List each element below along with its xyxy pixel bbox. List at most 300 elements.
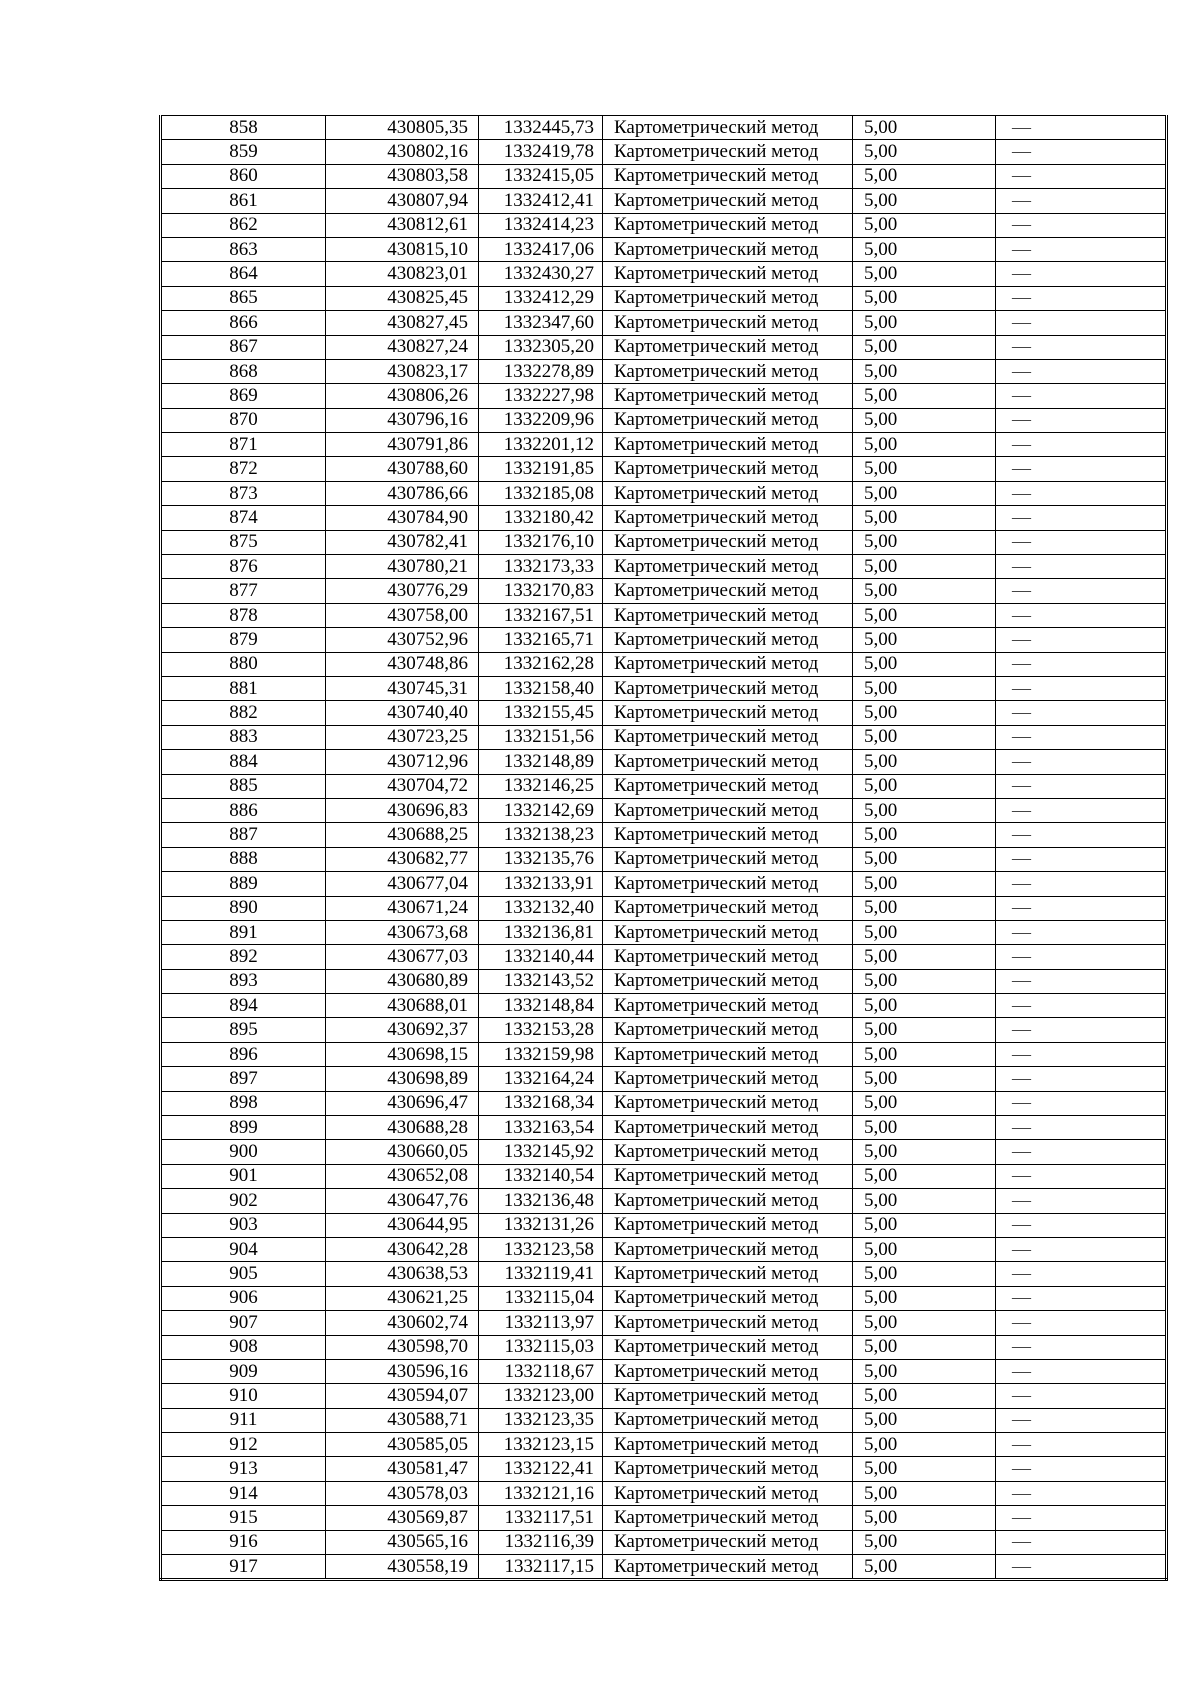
table-row: [161, 164, 1167, 188]
x-coordinate-cell: 430680,89: [326, 969, 479, 993]
point-number-cell: 895: [161, 1018, 326, 1042]
y-coordinate-cell: 1332132,40: [479, 896, 603, 920]
y-coordinate-cell: 1332115,03: [479, 1335, 603, 1359]
point-number-cell: 902: [161, 1189, 326, 1213]
accuracy-cell: 5,00: [853, 920, 996, 944]
y-coordinate-cell: 1332163,54: [479, 1116, 603, 1140]
point-number-cell: 901: [161, 1164, 326, 1188]
x-coordinate-cell: 430786,66: [326, 481, 479, 505]
point-number-cell: 879: [161, 628, 326, 652]
description-cell: —: [996, 555, 1167, 579]
description-cell: —: [996, 774, 1167, 798]
method-cell: Картометрический метод: [603, 1164, 853, 1188]
x-coordinate-cell: 430581,47: [326, 1457, 479, 1481]
y-coordinate-cell: 1332305,20: [479, 335, 603, 359]
y-coordinate-cell: 1332278,89: [479, 359, 603, 383]
accuracy-cell: 5,00: [853, 1408, 996, 1432]
point-number-cell: 873: [161, 481, 326, 505]
method-cell: Картометрический метод: [603, 1042, 853, 1066]
point-number-cell: 888: [161, 847, 326, 871]
x-coordinate-cell: 430745,31: [326, 676, 479, 700]
description-cell: —: [996, 140, 1167, 164]
point-number-cell: 885: [161, 774, 326, 798]
point-number-cell: 906: [161, 1286, 326, 1310]
description-cell: —: [996, 481, 1167, 505]
method-cell: Картометрический метод: [603, 286, 853, 310]
description-cell: —: [996, 1067, 1167, 1091]
y-coordinate-cell: 1332201,12: [479, 433, 603, 457]
accuracy-cell: 5,00: [853, 1091, 996, 1115]
y-coordinate-cell: 1332131,26: [479, 1213, 603, 1237]
point-number-cell: 876: [161, 555, 326, 579]
point-number-cell: 859: [161, 140, 326, 164]
y-coordinate-cell: 1332414,23: [479, 213, 603, 237]
table-row: [161, 1213, 1167, 1237]
accuracy-cell: 5,00: [853, 1042, 996, 1066]
x-coordinate-cell: 430827,45: [326, 311, 479, 335]
y-coordinate-cell: 1332135,76: [479, 847, 603, 871]
x-coordinate-cell: 430677,04: [326, 872, 479, 896]
description-cell: —: [996, 1091, 1167, 1115]
x-coordinate-cell: 430827,24: [326, 335, 479, 359]
y-coordinate-cell: 1332191,85: [479, 457, 603, 481]
y-coordinate-cell: 1332176,10: [479, 530, 603, 554]
y-coordinate-cell: 1332159,98: [479, 1042, 603, 1066]
method-cell: Картометрический метод: [603, 823, 853, 847]
description-cell: —: [996, 530, 1167, 554]
accuracy-cell: 5,00: [853, 237, 996, 261]
method-cell: Картометрический метод: [603, 1067, 853, 1091]
table-row: [161, 1164, 1167, 1188]
y-coordinate-cell: 1332113,97: [479, 1311, 603, 1335]
table-row: [161, 896, 1167, 920]
accuracy-cell: 5,00: [853, 628, 996, 652]
accuracy-cell: 5,00: [853, 579, 996, 603]
point-number-cell: 883: [161, 725, 326, 749]
point-number-cell: 866: [161, 311, 326, 335]
point-number-cell: 869: [161, 384, 326, 408]
point-number-cell: 889: [161, 872, 326, 896]
method-cell: Картометрический метод: [603, 237, 853, 261]
y-coordinate-cell: 1332116,39: [479, 1530, 603, 1554]
method-cell: Картометрический метод: [603, 896, 853, 920]
description-cell: —: [996, 750, 1167, 774]
description-cell: —: [996, 872, 1167, 896]
description-cell: —: [996, 1481, 1167, 1505]
description-cell: —: [996, 1335, 1167, 1359]
table-row: [161, 506, 1167, 530]
description-cell: —: [996, 676, 1167, 700]
accuracy-cell: 5,00: [853, 164, 996, 188]
y-coordinate-cell: 1332168,34: [479, 1091, 603, 1115]
accuracy-cell: 5,00: [853, 1286, 996, 1310]
x-coordinate-cell: 430621,25: [326, 1286, 479, 1310]
table-row: [161, 1384, 1167, 1408]
accuracy-cell: 5,00: [853, 481, 996, 505]
method-cell: Картометрический метод: [603, 1408, 853, 1432]
point-number-cell: 917: [161, 1555, 326, 1580]
description-cell: —: [996, 847, 1167, 871]
accuracy-cell: 5,00: [853, 1067, 996, 1091]
description-cell: —: [996, 994, 1167, 1018]
method-cell: Картометрический метод: [603, 798, 853, 822]
method-cell: Картометрический метод: [603, 1116, 853, 1140]
accuracy-cell: 5,00: [853, 1116, 996, 1140]
description-cell: —: [996, 116, 1167, 140]
x-coordinate-cell: 430723,25: [326, 725, 479, 749]
description-cell: —: [996, 1408, 1167, 1432]
x-coordinate-cell: 430752,96: [326, 628, 479, 652]
method-cell: Картометрический метод: [603, 920, 853, 944]
y-coordinate-cell: 1332162,28: [479, 652, 603, 676]
table-row: [161, 1555, 1167, 1580]
description-cell: —: [996, 433, 1167, 457]
accuracy-cell: 5,00: [853, 286, 996, 310]
x-coordinate-cell: 430823,01: [326, 262, 479, 286]
table-row: [161, 1408, 1167, 1432]
description-cell: —: [996, 408, 1167, 432]
point-number-cell: 915: [161, 1506, 326, 1530]
description-cell: —: [996, 457, 1167, 481]
y-coordinate-cell: 1332122,41: [479, 1457, 603, 1481]
x-coordinate-cell: 430812,61: [326, 213, 479, 237]
point-number-cell: 864: [161, 262, 326, 286]
description-cell: —: [996, 1359, 1167, 1383]
description-cell: —: [996, 359, 1167, 383]
point-number-cell: 877: [161, 579, 326, 603]
description-cell: —: [996, 1311, 1167, 1335]
table-row: [161, 701, 1167, 725]
y-coordinate-cell: 1332412,41: [479, 189, 603, 213]
method-cell: Картометрический метод: [603, 579, 853, 603]
table-row: [161, 969, 1167, 993]
method-cell: Картометрический метод: [603, 1311, 853, 1335]
y-coordinate-cell: 1332419,78: [479, 140, 603, 164]
point-number-cell: 900: [161, 1140, 326, 1164]
description-cell: —: [996, 1384, 1167, 1408]
accuracy-cell: 5,00: [853, 213, 996, 237]
table-row: [161, 116, 1167, 140]
accuracy-cell: 5,00: [853, 1555, 996, 1580]
y-coordinate-cell: 1332185,08: [479, 481, 603, 505]
description-cell: —: [996, 1140, 1167, 1164]
x-coordinate-cell: 430696,83: [326, 798, 479, 822]
accuracy-cell: 5,00: [853, 603, 996, 627]
x-coordinate-cell: 430642,28: [326, 1237, 479, 1261]
description-cell: —: [996, 1164, 1167, 1188]
point-number-cell: 896: [161, 1042, 326, 1066]
accuracy-cell: 5,00: [853, 725, 996, 749]
point-number-cell: 875: [161, 530, 326, 554]
method-cell: Картометрический метод: [603, 213, 853, 237]
table-row: [161, 1506, 1167, 1530]
table-row: [161, 140, 1167, 164]
method-cell: Картометрический метод: [603, 1481, 853, 1505]
accuracy-cell: 5,00: [853, 774, 996, 798]
point-number-cell: 913: [161, 1457, 326, 1481]
table-row: [161, 1433, 1167, 1457]
method-cell: Картометрический метод: [603, 335, 853, 359]
table-row: [161, 628, 1167, 652]
table-row: [161, 237, 1167, 261]
description-cell: —: [996, 237, 1167, 261]
description-cell: —: [996, 1018, 1167, 1042]
x-coordinate-cell: 430596,16: [326, 1359, 479, 1383]
method-cell: Картометрический метод: [603, 457, 853, 481]
accuracy-cell: 5,00: [853, 116, 996, 140]
point-number-cell: 860: [161, 164, 326, 188]
y-coordinate-cell: 1332142,69: [479, 798, 603, 822]
table-row: [161, 262, 1167, 286]
y-coordinate-cell: 1332121,16: [479, 1481, 603, 1505]
x-coordinate-cell: 430671,24: [326, 896, 479, 920]
x-coordinate-cell: 430594,07: [326, 1384, 479, 1408]
x-coordinate-cell: 430802,16: [326, 140, 479, 164]
description-cell: —: [996, 1433, 1167, 1457]
point-number-cell: 909: [161, 1359, 326, 1383]
y-coordinate-cell: 1332115,04: [479, 1286, 603, 1310]
x-coordinate-cell: 430682,77: [326, 847, 479, 871]
accuracy-cell: 5,00: [853, 750, 996, 774]
x-coordinate-cell: 430688,25: [326, 823, 479, 847]
description-cell: —: [996, 335, 1167, 359]
accuracy-cell: 5,00: [853, 945, 996, 969]
method-cell: Картометрический метод: [603, 847, 853, 871]
accuracy-cell: 5,00: [853, 1140, 996, 1164]
point-number-cell: 884: [161, 750, 326, 774]
accuracy-cell: 5,00: [853, 1311, 996, 1335]
description-cell: —: [996, 603, 1167, 627]
y-coordinate-cell: 1332117,51: [479, 1506, 603, 1530]
point-number-cell: 916: [161, 1530, 326, 1554]
method-cell: Картометрический метод: [603, 1530, 853, 1554]
accuracy-cell: 5,00: [853, 969, 996, 993]
point-number-cell: 890: [161, 896, 326, 920]
table-row: [161, 359, 1167, 383]
method-cell: Картометрический метод: [603, 408, 853, 432]
x-coordinate-cell: 430565,16: [326, 1530, 479, 1554]
table-row: [161, 1116, 1167, 1140]
accuracy-cell: 5,00: [853, 1457, 996, 1481]
y-coordinate-cell: 1332136,81: [479, 920, 603, 944]
y-coordinate-cell: 1332153,28: [479, 1018, 603, 1042]
x-coordinate-cell: 430815,10: [326, 237, 479, 261]
description-cell: —: [996, 628, 1167, 652]
description-cell: —: [996, 1116, 1167, 1140]
table-row: [161, 750, 1167, 774]
y-coordinate-cell: 1332143,52: [479, 969, 603, 993]
accuracy-cell: 5,00: [853, 1237, 996, 1261]
method-cell: Картометрический метод: [603, 1237, 853, 1261]
table-row: [161, 1189, 1167, 1213]
accuracy-cell: 5,00: [853, 384, 996, 408]
accuracy-cell: 5,00: [853, 262, 996, 286]
point-number-cell: 912: [161, 1433, 326, 1457]
x-coordinate-cell: 430578,03: [326, 1481, 479, 1505]
description-cell: —: [996, 1189, 1167, 1213]
point-number-cell: 897: [161, 1067, 326, 1091]
accuracy-cell: 5,00: [853, 457, 996, 481]
description-cell: —: [996, 969, 1167, 993]
method-cell: Картометрический метод: [603, 750, 853, 774]
y-coordinate-cell: 1332145,92: [479, 1140, 603, 1164]
x-coordinate-cell: 430585,05: [326, 1433, 479, 1457]
accuracy-cell: 5,00: [853, 1433, 996, 1457]
point-number-cell: 863: [161, 237, 326, 261]
point-number-cell: 874: [161, 506, 326, 530]
table-row: [161, 1530, 1167, 1554]
table-row: [161, 530, 1167, 554]
method-cell: Картометрический метод: [603, 945, 853, 969]
method-cell: Картометрический метод: [603, 701, 853, 725]
accuracy-cell: 5,00: [853, 701, 996, 725]
y-coordinate-cell: 1332140,54: [479, 1164, 603, 1188]
accuracy-cell: 5,00: [853, 1481, 996, 1505]
point-number-cell: 878: [161, 603, 326, 627]
accuracy-cell: 5,00: [853, 408, 996, 432]
point-number-cell: 867: [161, 335, 326, 359]
description-cell: —: [996, 384, 1167, 408]
x-coordinate-cell: 430796,16: [326, 408, 479, 432]
x-coordinate-cell: 430748,86: [326, 652, 479, 676]
accuracy-cell: 5,00: [853, 189, 996, 213]
accuracy-cell: 5,00: [853, 994, 996, 1018]
x-coordinate-cell: 430740,40: [326, 701, 479, 725]
point-number-cell: 892: [161, 945, 326, 969]
point-number-cell: 891: [161, 920, 326, 944]
accuracy-cell: 5,00: [853, 359, 996, 383]
table-row: [161, 676, 1167, 700]
description-cell: —: [996, 1457, 1167, 1481]
table-row: [161, 579, 1167, 603]
accuracy-cell: 5,00: [853, 1164, 996, 1188]
accuracy-cell: 5,00: [853, 1262, 996, 1286]
accuracy-cell: 5,00: [853, 896, 996, 920]
table-row: [161, 433, 1167, 457]
accuracy-cell: 5,00: [853, 798, 996, 822]
accuracy-cell: 5,00: [853, 1018, 996, 1042]
coordinates-table: [159, 115, 1168, 1581]
description-cell: —: [996, 1042, 1167, 1066]
x-coordinate-cell: 430644,95: [326, 1213, 479, 1237]
description-cell: —: [996, 823, 1167, 847]
point-number-cell: 911: [161, 1408, 326, 1432]
accuracy-cell: 5,00: [853, 335, 996, 359]
method-cell: Картометрический метод: [603, 994, 853, 1018]
method-cell: Картометрический метод: [603, 1286, 853, 1310]
method-cell: Картометрический метод: [603, 1457, 853, 1481]
table-row: [161, 1042, 1167, 1066]
y-coordinate-cell: 1332123,00: [479, 1384, 603, 1408]
y-coordinate-cell: 1332118,67: [479, 1359, 603, 1383]
y-coordinate-cell: 1332151,56: [479, 725, 603, 749]
y-coordinate-cell: 1332164,24: [479, 1067, 603, 1091]
x-coordinate-cell: 430638,53: [326, 1262, 479, 1286]
method-cell: Картометрический метод: [603, 555, 853, 579]
table-row: [161, 994, 1167, 1018]
point-number-cell: 903: [161, 1213, 326, 1237]
method-cell: Картометрический метод: [603, 1506, 853, 1530]
y-coordinate-cell: 1332445,73: [479, 116, 603, 140]
point-number-cell: 870: [161, 408, 326, 432]
table-row: [161, 920, 1167, 944]
accuracy-cell: 5,00: [853, 555, 996, 579]
y-coordinate-cell: 1332138,23: [479, 823, 603, 847]
method-cell: Картометрический метод: [603, 262, 853, 286]
x-coordinate-cell: 430776,29: [326, 579, 479, 603]
table-row: [161, 335, 1167, 359]
table-row: [161, 798, 1167, 822]
method-cell: Картометрический метод: [603, 1213, 853, 1237]
point-number-cell: 894: [161, 994, 326, 1018]
description-cell: —: [996, 262, 1167, 286]
x-coordinate-cell: 430688,28: [326, 1116, 479, 1140]
description-cell: —: [996, 506, 1167, 530]
point-number-cell: 898: [161, 1091, 326, 1115]
point-number-cell: 865: [161, 286, 326, 310]
point-number-cell: 862: [161, 213, 326, 237]
accuracy-cell: 5,00: [853, 1213, 996, 1237]
point-number-cell: 905: [161, 1262, 326, 1286]
table-row: [161, 1018, 1167, 1042]
table-row: [161, 1359, 1167, 1383]
method-cell: Картометрический метод: [603, 1555, 853, 1580]
x-coordinate-cell: 430673,68: [326, 920, 479, 944]
table-row: [161, 311, 1167, 335]
method-cell: Картометрический метод: [603, 652, 853, 676]
y-coordinate-cell: 1332430,27: [479, 262, 603, 286]
description-cell: —: [996, 725, 1167, 749]
x-coordinate-cell: 430698,89: [326, 1067, 479, 1091]
accuracy-cell: 5,00: [853, 652, 996, 676]
table-row: [161, 286, 1167, 310]
y-coordinate-cell: 1332347,60: [479, 311, 603, 335]
method-cell: Картометрический метод: [603, 189, 853, 213]
method-cell: Картометрический метод: [603, 1359, 853, 1383]
x-coordinate-cell: 430660,05: [326, 1140, 479, 1164]
method-cell: Картометрический метод: [603, 116, 853, 140]
accuracy-cell: 5,00: [853, 1335, 996, 1359]
table-row: [161, 481, 1167, 505]
table-row: [161, 725, 1167, 749]
accuracy-cell: 5,00: [853, 1359, 996, 1383]
y-coordinate-cell: 1332155,45: [479, 701, 603, 725]
y-coordinate-cell: 1332123,58: [479, 1237, 603, 1261]
method-cell: Картометрический метод: [603, 774, 853, 798]
x-coordinate-cell: 430825,45: [326, 286, 479, 310]
table-row: [161, 1335, 1167, 1359]
accuracy-cell: 5,00: [853, 311, 996, 335]
method-cell: Картометрический метод: [603, 1140, 853, 1164]
x-coordinate-cell: 430823,17: [326, 359, 479, 383]
table-row: [161, 555, 1167, 579]
table-row: [161, 1067, 1167, 1091]
description-cell: —: [996, 1213, 1167, 1237]
description-cell: —: [996, 189, 1167, 213]
description-cell: —: [996, 652, 1167, 676]
method-cell: Картометрический метод: [603, 1018, 853, 1042]
point-number-cell: 861: [161, 189, 326, 213]
method-cell: Картометрический метод: [603, 359, 853, 383]
table-row: [161, 1237, 1167, 1261]
x-coordinate-cell: 430698,15: [326, 1042, 479, 1066]
x-coordinate-cell: 430598,70: [326, 1335, 479, 1359]
description-cell: —: [996, 945, 1167, 969]
table-row: [161, 1457, 1167, 1481]
method-cell: Картометрический метод: [603, 1091, 853, 1115]
accuracy-cell: 5,00: [853, 506, 996, 530]
y-coordinate-cell: 1332140,44: [479, 945, 603, 969]
